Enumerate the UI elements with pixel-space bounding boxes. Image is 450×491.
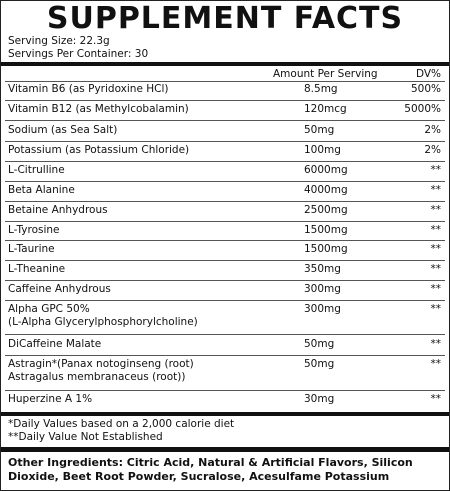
nutrient-amount: 8.5mg xyxy=(304,83,338,95)
nutrient-amount: 50mg xyxy=(304,338,335,350)
nutrient-name: Betaine Anhydrous xyxy=(8,204,108,216)
other-ingredients: Other Ingredients: Citric Acid, Natural & Artificial Flavors, Silicon Dioxide, Beet Root Powder, Sucralose, Acesulfame Potassium xyxy=(8,456,413,483)
thick-divider xyxy=(1,62,449,66)
nutrient-dv: 500% xyxy=(410,83,441,95)
thick-divider-bottom xyxy=(1,412,449,416)
serving-size: Serving Size: 22.3g xyxy=(8,35,110,47)
nutrient-name: Alpha GPC 50% xyxy=(8,303,90,315)
nutrient-dv: 2% xyxy=(424,124,441,136)
nutrient-name: Potassium (as Potassium Chloride) xyxy=(8,144,190,156)
nutrient-dv: ** xyxy=(430,204,441,216)
nutrient-amount: 120mcg xyxy=(304,103,347,115)
servings-per-container: Servings Per Container: 30 xyxy=(8,48,149,60)
nutrient-amount: 1500mg xyxy=(304,224,348,236)
nutrient-amount: 6000mg xyxy=(304,164,348,176)
nutrient-dv: ** xyxy=(430,243,441,255)
row-divider xyxy=(5,280,445,281)
nutrient-name-line2: Astragalus membranaceus (root)) xyxy=(8,371,186,383)
row-divider xyxy=(5,355,445,356)
nutrient-name-line2: (L-Alpha Glycerylphosphorylcholine) xyxy=(8,316,198,328)
nutrient-amount: 4000mg xyxy=(304,184,348,196)
nutrient-dv: 2% xyxy=(424,144,441,156)
row-divider xyxy=(5,201,445,202)
nutrient-amount: 2500mg xyxy=(304,204,348,216)
nutrient-amount: 1500mg xyxy=(304,243,348,255)
nutrient-name: Vitamin B12 (as Methylcobalamin) xyxy=(8,103,189,115)
row-divider xyxy=(5,221,445,222)
nutrient-dv: ** xyxy=(430,164,441,176)
nutrient-name: DiCaffeine Malate xyxy=(8,338,102,350)
nutrient-name: L-Taurine xyxy=(8,243,55,255)
nutrient-name: L-Tyrosine xyxy=(8,224,60,236)
dv-column-header: DV% xyxy=(415,68,441,80)
nutrient-name: Caffeine Anhydrous xyxy=(8,283,111,295)
nutrient-name: Sodium (as Sea Salt) xyxy=(8,124,118,136)
row-divider xyxy=(5,260,445,261)
footnote-not-established: **Daily Value Not Established xyxy=(8,431,163,443)
nutrient-dv: ** xyxy=(430,358,441,370)
amount-column-header: Amount Per Serving xyxy=(273,68,378,80)
nutrient-name: L-Citrulline xyxy=(8,164,65,176)
row-divider xyxy=(5,240,445,241)
nutrient-dv: ** xyxy=(430,393,441,405)
nutrient-amount: 100mg xyxy=(304,144,341,156)
row-divider xyxy=(5,141,445,142)
row-divider xyxy=(5,161,445,162)
nutrient-dv: ** xyxy=(430,303,441,315)
nutrient-amount: 50mg xyxy=(304,124,335,136)
footnote-daily-values: *Daily Values based on a 2,000 calorie diet xyxy=(8,418,235,430)
row-divider xyxy=(5,100,445,101)
panel-title: SUPPLEMENT FACTS xyxy=(46,1,404,36)
nutrient-amount: 350mg xyxy=(304,263,341,275)
nutrient-dv: ** xyxy=(430,224,441,236)
nutrient-dv: ** xyxy=(430,184,441,196)
row-divider xyxy=(5,390,445,391)
nutrient-dv: ** xyxy=(430,283,441,295)
nutrient-amount: 50mg xyxy=(304,358,335,370)
nutrient-name: L-Theanine xyxy=(8,263,66,275)
nutrient-name: Beta Alanine xyxy=(8,184,75,196)
nutrient-dv: ** xyxy=(430,338,441,350)
nutrient-dv: ** xyxy=(430,263,441,275)
nutrient-amount: 30mg xyxy=(304,393,335,405)
nutrient-name: Huperzine A 1% xyxy=(8,393,93,405)
nutrient-dv: 5000% xyxy=(404,103,441,115)
row-divider xyxy=(5,81,445,82)
nutrient-name: Astragin*(Panax notoginseng (root) xyxy=(8,358,194,370)
nutrient-amount: 300mg xyxy=(304,303,341,315)
row-divider xyxy=(5,181,445,182)
row-divider xyxy=(5,334,445,335)
nutrient-amount: 300mg xyxy=(304,283,341,295)
row-divider xyxy=(5,120,445,121)
nutrient-name: Vitamin B6 (as Pyridoxine HCl) xyxy=(8,83,169,95)
thick-divider-ingredients xyxy=(1,447,449,452)
row-divider xyxy=(5,300,445,301)
